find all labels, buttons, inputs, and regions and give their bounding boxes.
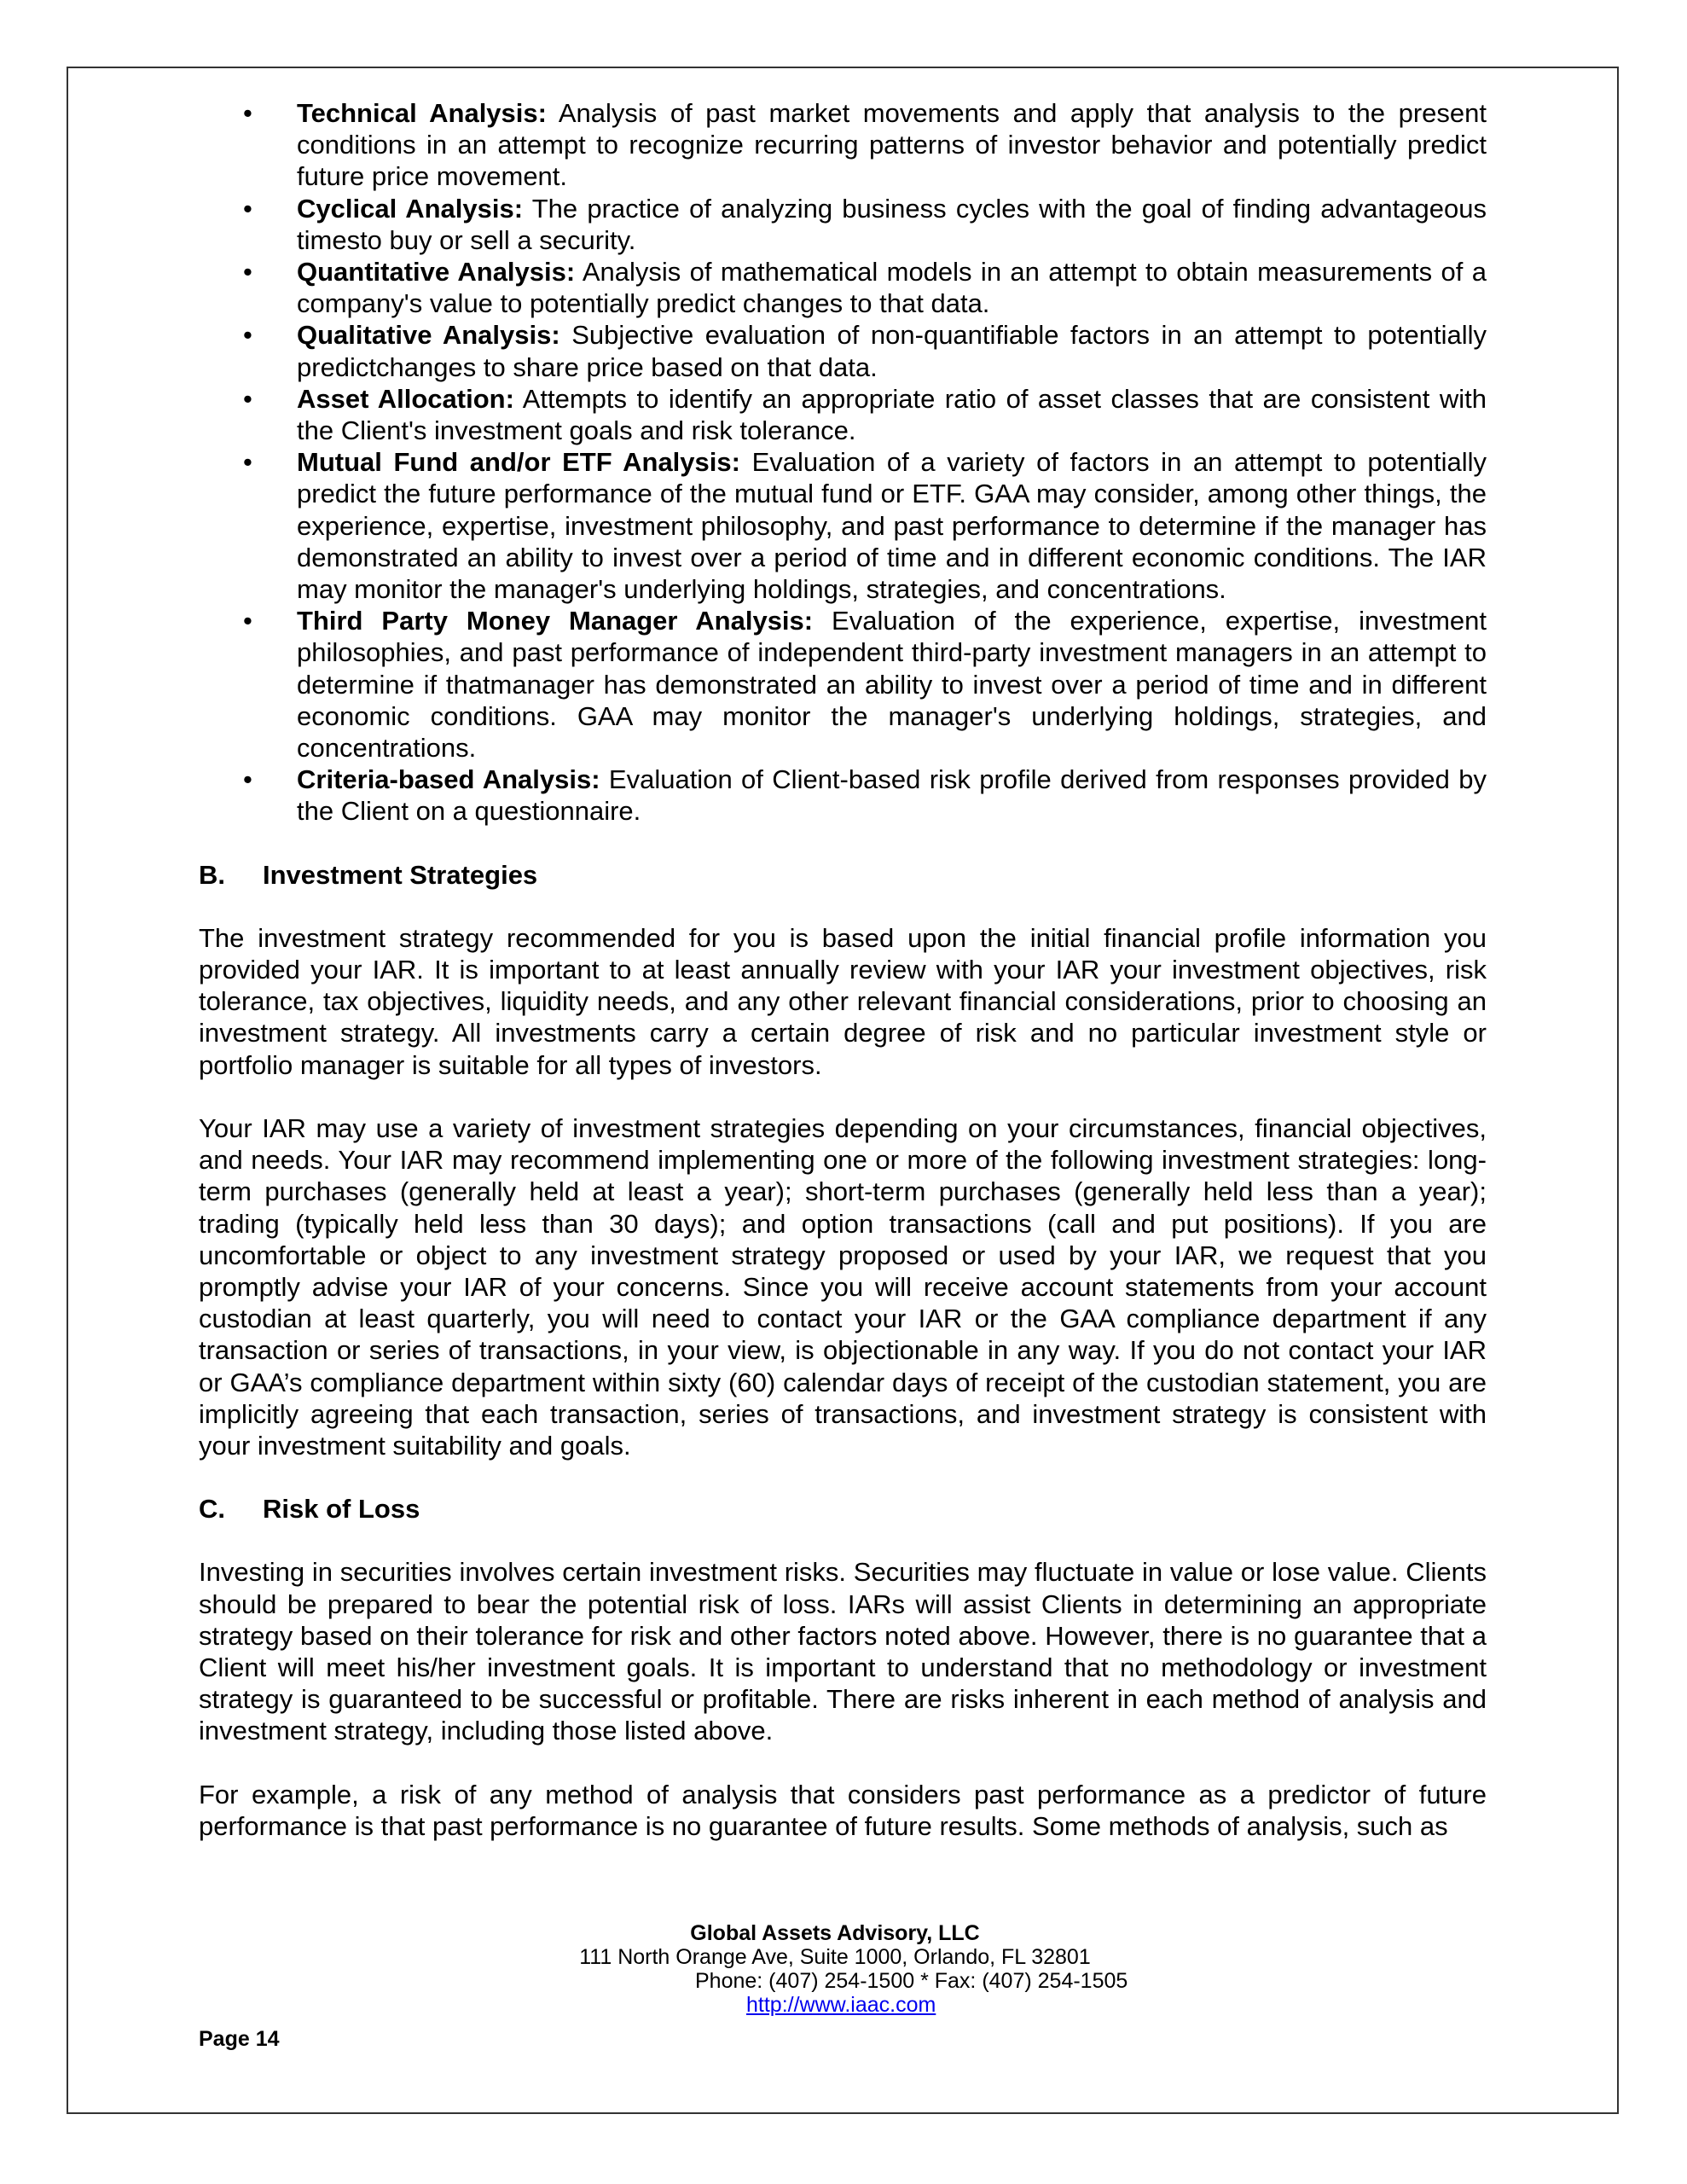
bullet-icon: •	[243, 257, 252, 288]
bullet-icon: •	[243, 383, 252, 414]
paragraph: For example, a risk of any method of analysis that considers past performance as a predictor of future performance is that past performance is no guarantee of future results. Some methods of analysis, such as	[199, 1779, 1487, 1841]
analysis-methods-list	[199, 97, 1487, 828]
method-term: Cyclical Analysis:	[297, 193, 524, 224]
method-description: Analysis of past market movements and apply that analysis to the present conditions in an attempt to recognize recurring patterns of investor behavior and potentially predict future price movement.	[297, 98, 1487, 192]
document-body	[199, 97, 1487, 1873]
method-description: Subjective evaluation of non-quantifiable factors in an attempt to potentially predictchanges to share price based on that data.	[297, 320, 1487, 382]
bullet-icon: •	[243, 193, 252, 224]
method-term: Mutual Fund and/or ETF Analysis:	[297, 447, 740, 478]
method-description: Evaluation of the experience, expertise, investment philosophies, and past performance of independent third-party investment managers in an attempt to determine if thatmanager has demonstrated an ability to invest over a period of time and in different economic conditions. GAA may monitor the manager's underlying holdings, strategies, and concentrations.	[297, 606, 1487, 764]
section-title: Investment Strategies	[263, 859, 538, 890]
bullet-icon: •	[243, 606, 252, 636]
paragraph: Investing in securities involves certain investment risks. Securities may fluctuate in value or lose value. Clients should be prepared to bear the potential risk of loss. IARs will assist Clients in determining an appropriate strategy based on their tolerance for risk and other factors noted above. However, there is no guarantee that a Client will meet his/her investment goals. It is important to understand that no methodology or investment strategy is guaranteed to be successful or profitable. There are risks inherent in each method of analysis and investment strategy, including those listed above.	[199, 1557, 1487, 1746]
section-letter: B.	[199, 859, 225, 890]
method-description: The practice of analyzing business cycles with the goal of finding advantageous timesto buy or sell a security.	[297, 193, 1487, 255]
company-phone: Phone: (407) 254-1500 * Fax: (407) 254-1505	[695, 1969, 1128, 1993]
website-link[interactable]: http://www.iaac.com	[746, 1993, 936, 2017]
method-term: Technical Analysis:	[297, 98, 547, 128]
page-number: Page 14	[199, 2027, 280, 2051]
section-letter: C.	[199, 1494, 225, 1525]
list-item	[199, 319, 1487, 382]
list-item	[199, 605, 1487, 764]
paragraph: The investment strategy recommended for you is based upon the initial financial profile information you provided your IAR. It is important to at least annually review with your IAR your investment objectives, risk tolerance, tax objectives, liquidity needs, and any other relevant financial considerations, prior to choosing an investment strategy. All investments carry a certain degree of risk and no particular investment style or portfolio manager is suitable for all types of investors.	[199, 922, 1487, 1080]
paragraph: Your IAR may use a variety of investment strategies depending on your circumstances, financial objectives, and needs. Your IAR may recommend implementing one or more of the following investment strategies: long-term purchases (generally held at least a year); short-term purchases (generally held less than a year); trading (typically held less than 30 days); and option transactions (call and put positions). If you are uncomfortable or object to any investment strategy proposed or used by your IAR, we request that you promptly advise your IAR of your concerns. Since you will receive account statements from your account custodian at least quarterly, you will need to contact your IAR or the GAA compliance department if any transaction or series of transactions, in your view, is objectionable in any way. If you do not contact your IAR or GAA’s compliance department within sixty (60) calendar days of receipt of the custodian statement, you are implicitly agreeing that each transaction, series of transactions, and investment strategy is consistent with your investment suitability and goals.	[199, 1112, 1487, 1461]
list-item	[199, 764, 1487, 827]
method-description: Analysis of mathematical models in an attempt to obtain measurements of a company's value to potentially predict changes to that data.	[297, 257, 1487, 319]
method-term: Qualitative Analysis:	[297, 320, 560, 351]
method-description: Attempts to identify an appropriate ratio of asset classes that are consistent with the Client's investment goals and risk tolerance.	[297, 383, 1487, 446]
bullet-icon: •	[243, 764, 252, 795]
section-heading-investment-strategies	[199, 859, 1487, 891]
section-heading-risk-of-loss	[199, 1493, 1487, 1525]
list-item	[199, 383, 1487, 446]
method-term: Asset Allocation:	[297, 383, 514, 414]
section-title: Risk of Loss	[263, 1494, 420, 1525]
method-term: Criteria-based Analysis:	[297, 764, 600, 795]
list-item	[199, 97, 1487, 193]
list-item	[199, 256, 1487, 319]
method-description: Evaluation of Client-based risk profile derived from responses provided by the Client on a questionnaire.	[297, 764, 1487, 827]
method-term: Quantitative Analysis:	[297, 257, 576, 288]
company-name: Global Assets Advisory, LLC	[690, 1921, 980, 1945]
method-description: Evaluation of a variety of factors in an attempt to potentially predict the future performance of the mutual fund or ETF. GAA may consider, among other things, the experience, expertise, investment philosophy, and past performance to determine if the manager has demonstrated an ability to invest over a period of time and in different economic conditions. The IAR may monitor the manager's underlying holdings, strategies, and concentrations.	[297, 447, 1487, 605]
bullet-icon: •	[243, 320, 252, 351]
list-item	[199, 446, 1487, 605]
method-term: Third Party Money Manager Analysis:	[297, 606, 814, 636]
bullet-icon: •	[243, 447, 252, 478]
company-address: 111 North Orange Ave, Suite 1000, Orlando, FL 32801	[579, 1945, 1091, 1969]
bullet-icon: •	[243, 98, 252, 128]
list-item	[199, 193, 1487, 256]
